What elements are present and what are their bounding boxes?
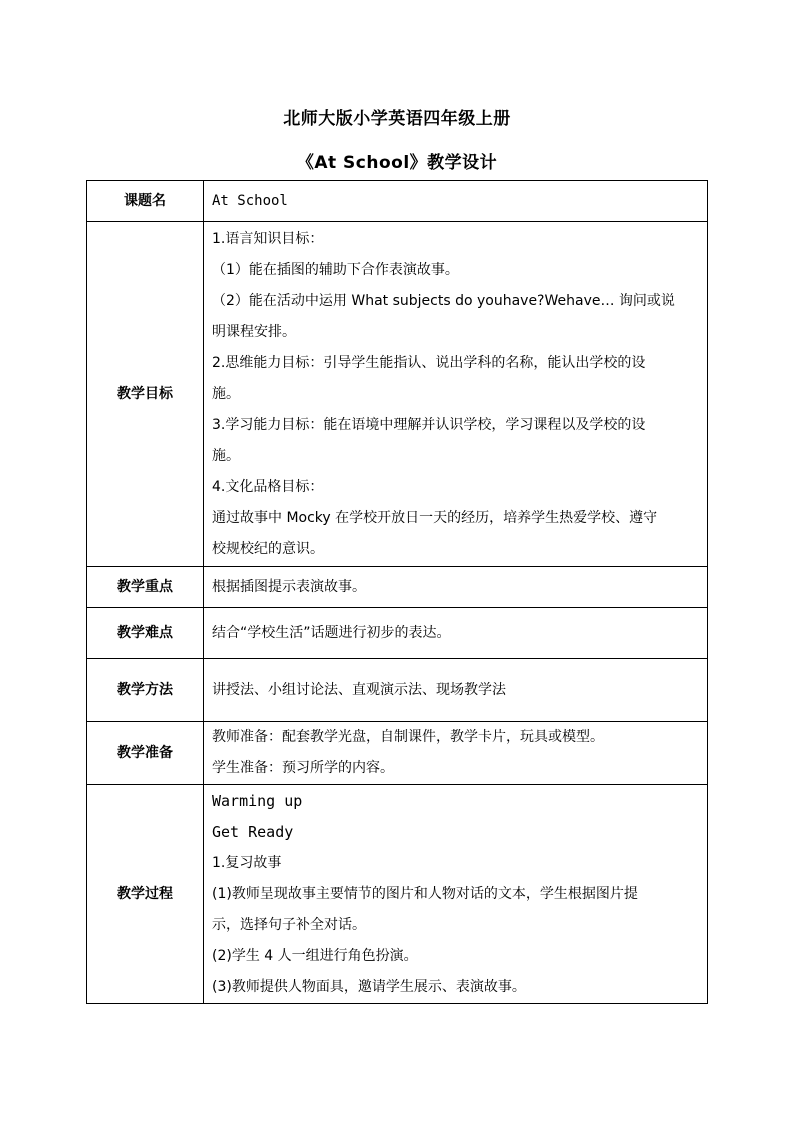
preparation-content [204, 722, 708, 785]
process-line: Get Ready [212, 822, 294, 841]
table-row-goals [87, 222, 708, 567]
goals-line: 明课程安排。 [212, 323, 296, 340]
process-label: 教学过程 [87, 785, 204, 1004]
process-line: (3)教师提供人物面具，邀请学生展示、表演故事。 [212, 978, 526, 995]
preparation-line: 教师准备：配套教学光盘，自制课件，教学卡片，玩具或模型。 [212, 729, 604, 745]
goals-line: 3.学习能力目标：能在语境中理解并认识学校，学习课程以及学校的设 [212, 416, 646, 433]
process-line: 示，选择句子补全对话。 [212, 916, 366, 933]
goals-line: 施。 [212, 447, 240, 464]
document-subtitle: 《At School》教学设计 [296, 153, 498, 173]
table-row-process [87, 785, 708, 1004]
process-line: (2)学生 4 人一组进行角色扮演。 [212, 947, 418, 964]
topic-value: At School [204, 181, 708, 222]
methods-label: 教学方法 [87, 659, 204, 722]
goals-line: 2.思维能力目标：引导学生能指认、说出学科的名称，能认出学校的设 [212, 354, 646, 371]
goals-line: （2）能在活动中运用 What subjects do youhave?Wehave… 询问或说 [212, 292, 675, 309]
table-row-key-points [87, 567, 708, 608]
goals-line: 通过故事中 Mocky 在学校开放日一天的经历，培养学生热爱学校、遵守 [212, 509, 658, 526]
goals-label: 教学目标 [87, 222, 204, 567]
process-line: (1)教师呈现故事主要情节的图片和人物对话的文本，学生根据图片提 [212, 885, 638, 902]
goals-line: 施。 [212, 385, 240, 402]
key-points-label: 教学重点 [87, 567, 204, 608]
preparation-line: 学生准备：预习所学的内容。 [212, 760, 394, 776]
preparation-label: 教学准备 [87, 722, 204, 785]
lesson-plan-table [86, 180, 708, 1004]
methods-value: 讲授法、小组讨论法、直观演示法、现场教学法 [204, 659, 708, 722]
table-row-topic [87, 181, 708, 222]
table-row-preparation [87, 722, 708, 785]
goals-line: 4.文化品格目标： [212, 478, 324, 495]
goals-content [204, 222, 708, 567]
difficulties-value: 结合“学校生活”话题进行初步的表达。 [204, 608, 708, 659]
process-content [204, 785, 708, 1004]
goals-line: （1）能在插图的辅助下合作表演故事。 [212, 261, 459, 278]
table-row-difficulties [87, 608, 708, 659]
topic-label: 课题名 [87, 181, 204, 222]
process-line: 1.复习故事 [212, 854, 282, 871]
process-line: Warming up [212, 791, 303, 810]
goals-line: 1.语言知识目标： [212, 230, 324, 247]
difficulties-label: 教学难点 [87, 608, 204, 659]
goals-line: 校规校纪的意识。 [212, 540, 324, 557]
document-title: 北师大版小学英语四年级上册 [283, 109, 511, 129]
key-points-value: 根据插图提示表演故事。 [204, 567, 708, 608]
table-row-methods [87, 659, 708, 722]
